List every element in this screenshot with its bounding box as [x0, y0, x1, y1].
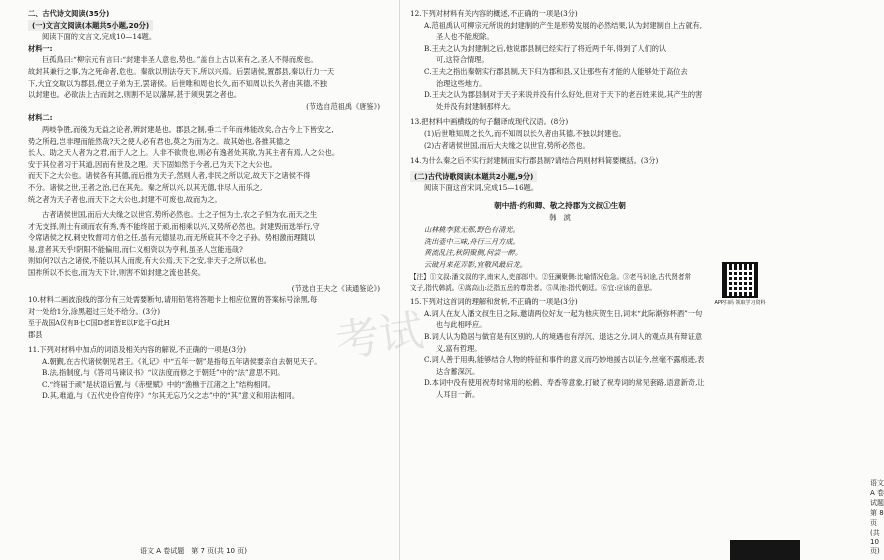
q11-option-c: C.“终届于顽”是状语后置,与《赤壁赋》中的“渔樵于江渚之上”结构相同。: [42, 379, 275, 389]
page-footer-right: 语文 A 卷试题 第 8 页(共 10 页): [870, 479, 884, 555]
corner-black-bar: [730, 540, 800, 560]
poem-note: 【注】①文叔:潘文叔的字,南宋人,吏部郎中。②狂澜聚侧:比喻情况危急。③老马识途,古代贤者常: [410, 273, 692, 282]
m2p2-line: 则如何?以古之诸侯,不能以其人而废,有大公焉,天下之安,非天子之所以私也。: [28, 256, 271, 266]
q15-option-a-cont: 也与此相呼应。: [436, 320, 487, 330]
m2p2-line: 才无支择,则士有顽而农有秀,秀不能终屈于顽,而相乘以兴,又势所必然也。封建毁而选举行,守: [28, 221, 320, 231]
q13-item-2: (2)古者诸侯世国,而后大夫缘之以世官,势所必然也。: [424, 140, 590, 150]
q10-stem: 对一处给1分,涂黑超过三处不给分。(3分): [28, 306, 161, 316]
q11-stem: 11.下列对材料中加点的词语及相关内容的解说,不正确的一项是(3分): [28, 345, 246, 355]
m2p2-line: 易,意者其天乎!阴阳不能偏用,而仁义相资以为亨利,虽圣人岂能违哉?: [28, 244, 243, 254]
m2p2-line: 古者诸侯世国,而后大夫缘之以世官,势所必然也。士之子恒为士,农之子恒为农,而天之生: [42, 210, 318, 220]
sub2-instruction: 阅读下面这首宋词,完成15—16题。: [424, 183, 539, 193]
subsection2-title: (二)古代诗歌阅读(本题共2小题,9分): [410, 171, 537, 183]
poem-line: 山林桃李犹无那,野色有清光。: [424, 224, 520, 234]
q13-item-1: (1)后世唯知周之长久,而不知周以长久者由其德,不独以封建也。: [424, 128, 626, 138]
q15-option-c: C.词人善于用典,能够结合人物的特征和事件的意义而巧妙地援古以证今,丝毫不露痕迹,表: [424, 355, 705, 365]
material1-label: 材料一:: [28, 43, 53, 53]
page-footer-left: 语文 A 卷试题 第 7 页(共 10 页): [140, 547, 247, 555]
m2-line: 势之所趋,岂非理而能然哉?天之使人必有君也,莫之为而为之。故其始也,各推其德之: [28, 136, 291, 146]
poem-title: 朝中措·约和卿、敬之持郡为文叔①生朝: [494, 200, 626, 210]
q14-stem: 14.为什么秦之后不实行封建制而实行郡县制?请结合两则材料简要概括。(3分): [410, 156, 659, 166]
page-7: [0, 0, 400, 560]
m2p2-line: 国祚所以不长也,而为天下计,则害不如封建之流也甚矣。: [28, 268, 206, 278]
m1-line: 以封建也。必欲法上古而封之,则割不足以藩屏,甚于须臾罢之者也。: [28, 90, 242, 100]
poem-line: 黄流乱注,秋阴聚侧,何尝一醉。: [424, 248, 523, 258]
q12-option-c-cont: 治理这些地方。: [436, 78, 487, 88]
poem-author: 韩 淲: [549, 212, 571, 222]
m1-source: (节选自范祖禹《唐鉴》): [306, 101, 380, 111]
q15-stem: 15.下列对这首词的理解和赏析,不正确的一项是(3分): [410, 297, 578, 307]
q12-option-a: A.范祖禹认可柳宗元所说的封建制的产生是形势发展的必然结果,认为封建制自上古就有,: [424, 20, 702, 30]
q12-option-d-cont: 处并没有封建制那样大。: [436, 101, 516, 111]
m1-line: 巨孤鳥曰:“柳宗元有言曰:“封建非圣人意也,势也。”盖自上古以来有之,圣人不得而废也。: [42, 55, 318, 65]
instruction: 阅读下面的文言文,完成10—14题。: [42, 32, 157, 42]
q12-stem: 12.下列对材料有关内容的概述,不正确的一项是(3分): [410, 9, 578, 18]
q15-option-b-cont: 义,富有哲理。: [436, 343, 482, 353]
q13-stem: 13.把材料中画横线的句子翻译成现代汉语。(8分): [410, 117, 569, 127]
m2p2-line: 令席诸侯之权,刺史牧督司方伯之任,虽有元德显功,而无所庇其不令之子孙。势相激而理随以: [28, 233, 316, 243]
m2-line: 而天下之大公也。诸侯各有其德,而后推为天子,然则人者,非民之所以定,故天下之诸侯不得: [28, 171, 311, 181]
q15-option-a: A.词人在友人潘文叔生日之际,邀请两位好友一起为他庆贺生日,词末“此际渐弥杯酒”一句: [424, 308, 703, 318]
m2-line: 统之者为天子者也,而天下之大公也,封建不可废也,故而为之。: [28, 194, 222, 204]
q15-option-d-cont: 人耳目一新。: [436, 390, 480, 400]
material2-label: 材料二:: [28, 113, 53, 123]
m2-source: (节选自王夫之《读通鉴论》): [291, 283, 380, 293]
watermark: 考试: [332, 305, 427, 368]
q12-option-b: B.王夫之认为封建制之后,他说郡县制已经实行了将近两千年,得到了人们的认: [424, 43, 667, 53]
q12-option-c: C.王夫之指出秦朝实行郡县制,天下归为郡和县,又让那些有才能的人能够处于高位去: [424, 66, 688, 76]
q11-option-d: D.其,难道,与《五代史伶官传序》“尔其无忘乃父之志”中的“其”意义和用法相同。: [42, 391, 300, 401]
q15-option-b: B.词人认为隐居与做官是有区别的,人的境遇也有浮沉、退达之分,词人的观点具有辩证意: [424, 332, 703, 342]
q15-option-d: D.本词中没有使用祝寿时常用的松鹤、寿香等意象,打破了祝寿词的常见套路,语意新奇,让: [424, 378, 705, 388]
m2-line: 安于其位者习于其道,因而有世及之理。天下固如然于今者,已为天下之大公也。: [28, 159, 277, 169]
q12-option-b-cont: 可,这符合情理。: [436, 55, 489, 65]
q12-option-a-cont: 圣人也不能废除。: [436, 32, 494, 42]
q10-stem: 10.材料二画波浪线的部分有三处需要断句,请用铅笔将答题卡上相应位置的答案标号涂黑,每: [28, 295, 318, 305]
qr-caption: APP扫码 领取学习资料: [714, 300, 766, 306]
subsection-title: (一)文言文阅读(本题共5小题,20分): [28, 20, 153, 32]
q11-option-b: B.法,指制度,与《答司马谏议书》“议法度而修之于朝廷”中的“法”意思不同。: [42, 368, 285, 378]
section-title: 二、古代诗文阅读(35分): [28, 9, 110, 18]
m1-line: 故封其兼行之事,为之死命者,危也。秦欲以刑法夺天下,所以兴焉。后罢诸侯,置郡县,秦以行力一天: [28, 66, 335, 76]
m2-line: 不分。诸侯之世,王者之治,已在其先。秦之所以兴,以其无德,非尽人而乐之,: [28, 182, 263, 192]
q12-option-d: D.王夫之认为郡县制对于天子来说并没有什么好处,但对于天下的老百姓来说,其产生的害: [424, 90, 703, 100]
q15-option-c-cont: 达含蓄深沉。: [436, 366, 480, 376]
m2-line: 两岐争胜,而後为无益之论者,辨封建是也。郡县之制,垂二千年而弗能改矣,合古今上下皆安之,: [42, 124, 334, 134]
m2-line: 长人、助之天人者为之君,而于人之上。人非不欲贵也,则必有逸者处其欲,为其主者有焉,人之公也。: [28, 148, 340, 158]
qr-code-icon[interactable]: [722, 262, 758, 298]
q10-end: 郡县: [28, 330, 43, 340]
poem-line: 洗出壶中三味,舟行三月方成。: [424, 236, 520, 246]
q10-answer-boxes[interactable]: 至于战国A仅有B七C国D者E皆E以F迄于G此H: [28, 319, 170, 328]
q11-option-a: A.朝觐,在古代诸侯朝见君王。《礼记》中“五年一朝”是指每五年诸侯要亲自去朝见天子。: [42, 356, 322, 366]
poem-note: 文子,指代韩淲。④嵩高山:泛指五岳的尊贵者。⑤凤池:指代朝廷。⑥宜:应该的意思。: [410, 283, 657, 292]
poem-line: 云破月来花弄影,宜敬风最后龙。: [424, 259, 527, 269]
m1-line: 下,大宜交取以为郡县,便立子弟为王,罢诸侯。后世唯和周也长久,而不知周以长久者由其德,不独: [28, 78, 327, 88]
